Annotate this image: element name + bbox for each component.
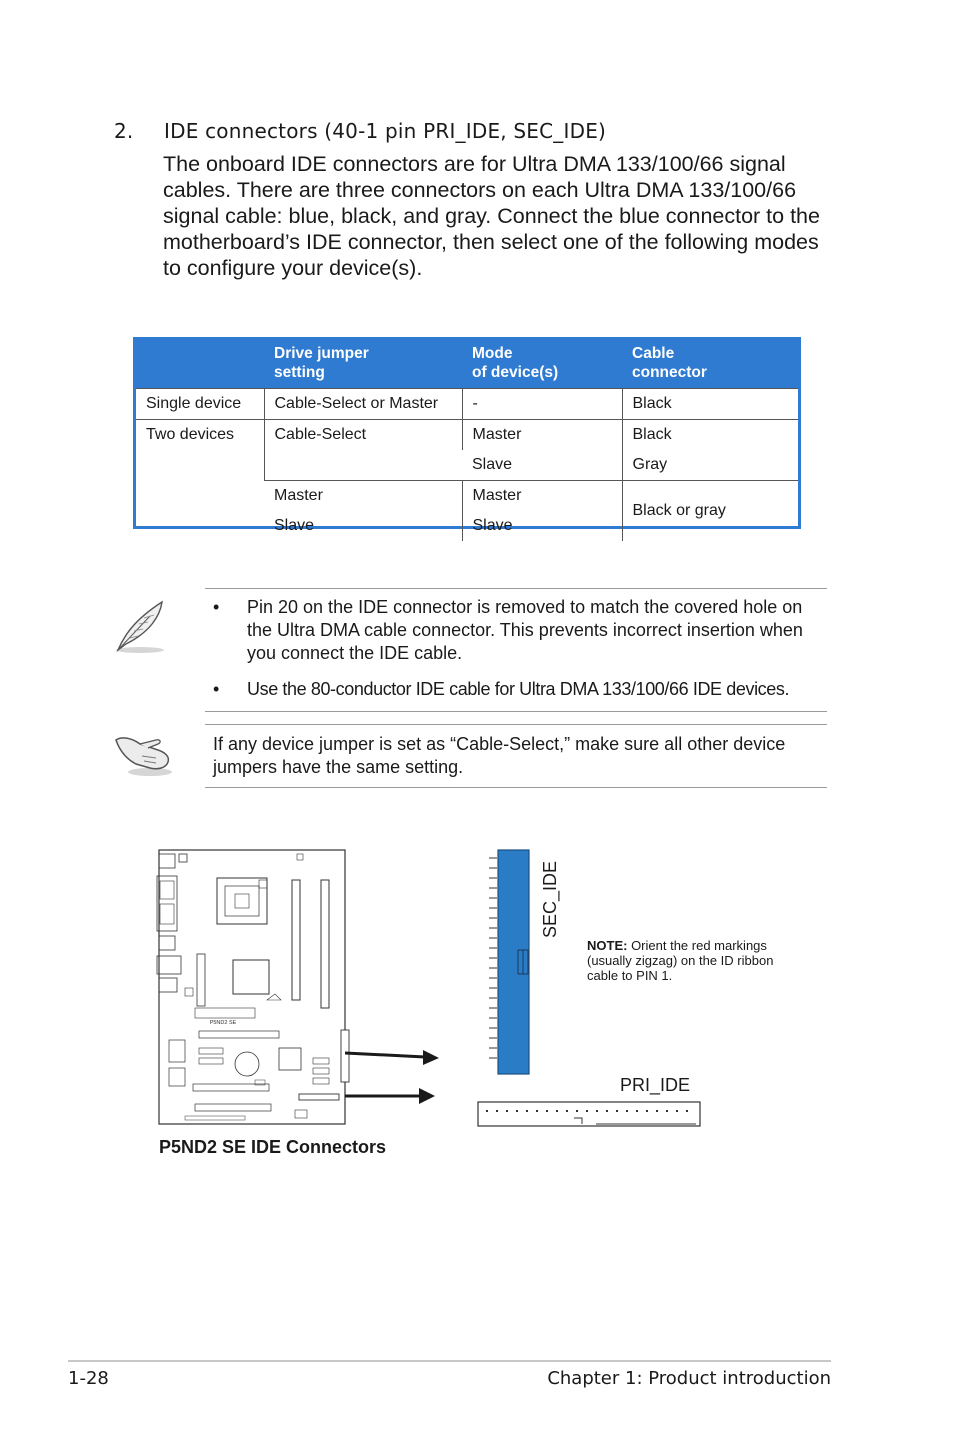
table-cell: Black <box>622 389 798 420</box>
intro-paragraph: The onboard IDE connectors are for Ultra DMA 133/100/66 signal cables. There are three connectors on each Ultra DMA 133/100/66 signal cable: blue, black, and gray. Connect the blue connector to the motherboard’s IDE connector, then select one of the following modes to configure your device(s). <box>163 152 820 280</box>
table-cell: Black <box>622 420 798 451</box>
table-cell: Cable-Select or Master <box>264 389 462 420</box>
table-header: Mode of device(s) <box>462 340 622 389</box>
table-cell: Slave <box>462 511 622 541</box>
table-header: Cable connector <box>622 340 798 389</box>
note-top-rule <box>205 588 827 589</box>
table-cell: Slave <box>274 517 315 534</box>
sec-ide-label: SEC_IDE <box>540 860 560 938</box>
table-cell: Master <box>462 420 622 451</box>
sec-ide-connector <box>488 848 534 1078</box>
table-header: Drive jumper setting <box>264 340 462 389</box>
note-item <box>213 678 823 701</box>
footer-rule <box>68 1360 831 1362</box>
table-cell: Black or gray <box>622 481 798 542</box>
feather-pen-icon <box>110 598 170 656</box>
note-list <box>213 596 823 714</box>
table-cell: Two devices <box>136 420 264 542</box>
table-cell: Single device <box>136 389 264 420</box>
table-cell: - <box>462 389 622 420</box>
arrows <box>345 1040 445 1110</box>
caution-top-rule <box>205 724 827 725</box>
section-heading <box>114 119 606 143</box>
arrowhead <box>423 1050 439 1065</box>
note-body: Orient the red markings (usually zigzag) on the ID ribbon cable to PIN 1. <box>587 938 774 983</box>
table-cell: Master <box>462 481 622 512</box>
bullet: • <box>213 597 220 617</box>
page-number: 1-28 <box>68 1368 109 1389</box>
pri-ide-connector <box>476 1100 704 1130</box>
warning-hand-icon <box>112 730 176 778</box>
section-number: 2. <box>114 119 134 143</box>
caution-text: If any device jumper is set as “Cable-Select,” make sure all other device jumpers have the same setting. <box>213 734 786 777</box>
chapter-title: Chapter 1: Product introduction <box>547 1368 831 1389</box>
note-item <box>213 596 823 665</box>
figure-note <box>587 938 807 983</box>
table-row <box>136 389 798 420</box>
note-text: Use the 80-conductor IDE cable for Ultra DMA 133/100/66 IDE devices. <box>247 679 790 699</box>
note-middle-rule <box>205 711 827 712</box>
arrowhead <box>419 1088 435 1104</box>
table-cell: Slave <box>472 456 513 473</box>
section-title: IDE connectors (40-1 pin PRI_IDE, SEC_IDE) <box>164 119 607 143</box>
board-label: P5ND2 SE <box>209 1020 237 1026</box>
table-row <box>136 420 798 451</box>
mode-table <box>133 337 801 534</box>
table-cell: Gray <box>622 450 798 481</box>
table-cell: Cable-Select <box>264 420 462 481</box>
motherboard-diagram <box>155 846 350 1128</box>
pri-ide-label: PRI_IDE <box>620 1075 691 1095</box>
table-header-row <box>136 340 798 389</box>
figure-caption: P5ND2 SE IDE Connectors <box>159 1137 387 1157</box>
bullet: • <box>213 679 220 699</box>
note-label: NOTE: <box>587 938 628 953</box>
caution-bottom-rule <box>205 787 827 788</box>
arrow-sec <box>345 1053 425 1057</box>
table-cell: Master <box>264 481 462 512</box>
note-text: Pin 20 on the IDE connector is removed to match the covered hole on the Ultra DMA cable connector. This prevents incorrect insertion when you connect the IDE cable. <box>247 597 803 663</box>
table-header <box>136 340 264 389</box>
